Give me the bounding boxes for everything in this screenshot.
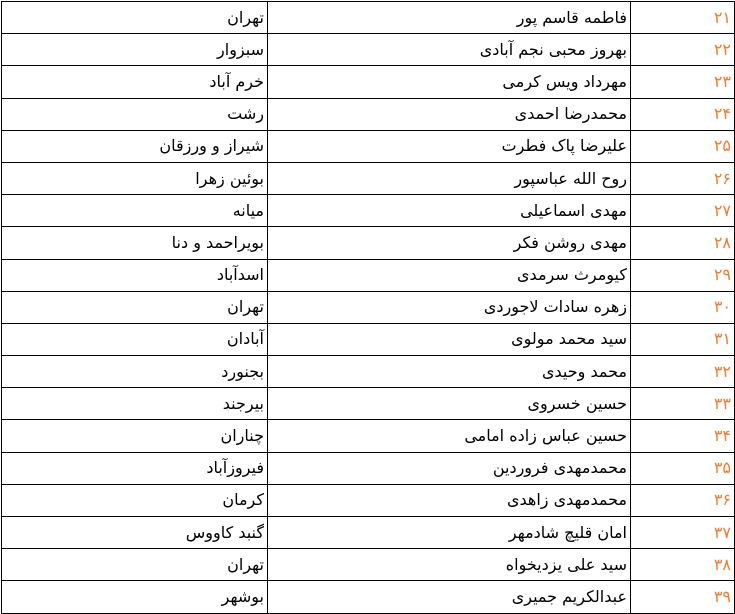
city-cell: شیراز و ورزقان xyxy=(2,130,268,162)
name-cell: امان قلیچ شادمهر xyxy=(268,517,631,549)
table-row xyxy=(2,162,735,194)
row-number-cell: ۳۳ xyxy=(631,388,735,420)
row-number-cell: ۳۷ xyxy=(631,517,735,549)
city-cell: فیروزآباد xyxy=(2,452,268,484)
table-row xyxy=(2,291,735,323)
table-row xyxy=(2,66,735,98)
representatives-table xyxy=(1,1,735,614)
city-cell: بیرجند xyxy=(2,388,268,420)
city-cell: تهران xyxy=(2,2,268,34)
table-row xyxy=(2,130,735,162)
city-cell: رشت xyxy=(2,98,268,130)
table-row xyxy=(2,34,735,66)
table-row xyxy=(2,323,735,355)
table-row xyxy=(2,2,735,34)
row-number-cell: ۲۷ xyxy=(631,195,735,227)
name-cell: سید محمد مولوی xyxy=(268,323,631,355)
row-number-cell: ۳۱ xyxy=(631,323,735,355)
row-number-cell: ۳۸ xyxy=(631,549,735,581)
row-number-cell: ۳۰ xyxy=(631,291,735,323)
name-cell: روح الله عباسپور xyxy=(268,162,631,194)
row-number-cell: ۲۲ xyxy=(631,34,735,66)
table-row xyxy=(2,484,735,516)
city-cell: آبادان xyxy=(2,323,268,355)
row-number-cell: ۲۴ xyxy=(631,98,735,130)
name-cell: مهدی اسماعیلی xyxy=(268,195,631,227)
city-cell: تهران xyxy=(2,549,268,581)
table-row xyxy=(2,259,735,291)
city-cell: گنبد کاووس xyxy=(2,517,268,549)
name-cell: کیومرث سرمدی xyxy=(268,259,631,291)
name-cell: محمدمهدی فروردین xyxy=(268,452,631,484)
row-number-cell: ۲۵ xyxy=(631,130,735,162)
city-cell: سبزوار xyxy=(2,34,268,66)
table-row xyxy=(2,227,735,259)
table-row xyxy=(2,388,735,420)
city-cell: بوشهر xyxy=(2,581,268,613)
row-number-cell: ۲۶ xyxy=(631,162,735,194)
name-cell: علیرضا پاک فطرت xyxy=(268,130,631,162)
row-number-cell: ۲۸ xyxy=(631,227,735,259)
row-number-cell: ۳۹ xyxy=(631,581,735,613)
name-cell: حسین خسروی xyxy=(268,388,631,420)
name-cell: سید علی یزدیخواه xyxy=(268,549,631,581)
row-number-cell: ۳۵ xyxy=(631,452,735,484)
name-cell: مهرداد ویس کرمی xyxy=(268,66,631,98)
name-cell: محمدرضا احمدی xyxy=(268,98,631,130)
table-body xyxy=(2,2,735,614)
city-cell: تهران xyxy=(2,291,268,323)
table-row xyxy=(2,452,735,484)
city-cell: بجنورد xyxy=(2,356,268,388)
name-cell: محمدمهدی زاهدی xyxy=(268,484,631,516)
row-number-cell: ۲۱ xyxy=(631,2,735,34)
city-cell: میانه xyxy=(2,195,268,227)
city-cell: کرمان xyxy=(2,484,268,516)
name-cell: فاطمه قاسم پور xyxy=(268,2,631,34)
name-cell: حسین عباس زاده امامی xyxy=(268,420,631,452)
city-cell: چناران xyxy=(2,420,268,452)
table-row xyxy=(2,195,735,227)
city-cell: خرم آباد xyxy=(2,66,268,98)
table-row xyxy=(2,549,735,581)
name-cell: عبدالکریم جمیری xyxy=(268,581,631,613)
name-cell: بهروز محبی نجم آبادی xyxy=(268,34,631,66)
table-row xyxy=(2,517,735,549)
row-number-cell: ۲۹ xyxy=(631,259,735,291)
city-cell: اسدآباد xyxy=(2,259,268,291)
city-cell: بویراحمد و دنا xyxy=(2,227,268,259)
row-number-cell: ۲۳ xyxy=(631,66,735,98)
name-cell: محمد وحیدی xyxy=(268,356,631,388)
city-cell: بوئین زهرا xyxy=(2,162,268,194)
row-number-cell: ۳۲ xyxy=(631,356,735,388)
row-number-cell: ۳۶ xyxy=(631,484,735,516)
row-number-cell: ۳۴ xyxy=(631,420,735,452)
table-row xyxy=(2,581,735,613)
name-cell: مهدی روشن فکر xyxy=(268,227,631,259)
name-cell: زهره سادات لاجوردی xyxy=(268,291,631,323)
table-row xyxy=(2,98,735,130)
table-row xyxy=(2,356,735,388)
table-row xyxy=(2,420,735,452)
